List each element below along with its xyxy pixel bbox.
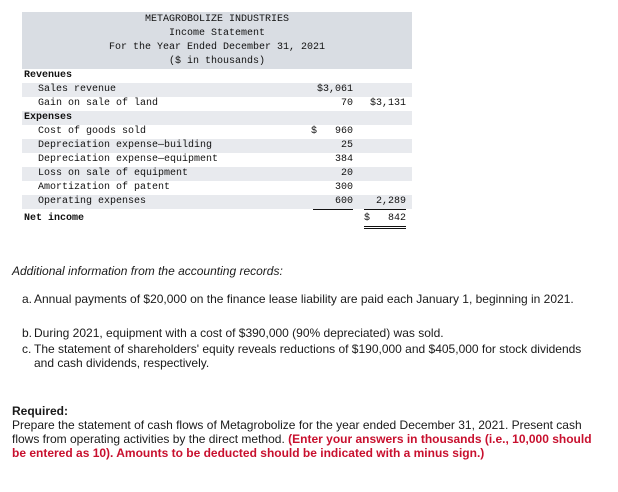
list-item (22, 326, 596, 340)
line-item-label: Depreciation expense—building (38, 140, 213, 151)
line-item-label: Sales revenue (38, 84, 117, 95)
line-item-total: $3,131 (369, 98, 406, 109)
table-row (22, 195, 412, 209)
revenues-heading: Revenues (24, 70, 73, 81)
line-item-amount: 384 (334, 154, 353, 165)
line-item-label: Operating expenses (38, 196, 147, 207)
required-title: Required: (12, 404, 69, 418)
required-body (12, 418, 608, 460)
list-marker: b. (22, 326, 33, 340)
list-item (22, 342, 596, 370)
line-item-label: Loss on sale of equipment (38, 168, 189, 179)
table-row (22, 97, 412, 111)
net-income-value: $ 842 (364, 212, 406, 229)
statement-title: Income Statement (168, 28, 265, 39)
line-item-amount: 20 (340, 168, 353, 179)
statement-period: For the Year Ended December 31, 2021 (108, 42, 326, 53)
table-row (22, 139, 412, 153)
table-row (22, 153, 412, 167)
additional-info-heading: Additional information from the accounting records: (12, 264, 283, 278)
statement-header (22, 12, 412, 69)
required-note: (Enter your answers in thousands (i.e., 10,000 should be entered as 10). Amounts to be deducted should be indicated with a minus sign.) (12, 432, 592, 460)
line-item-amount: 70 (313, 97, 353, 112)
line-item-amount: $ 960 (310, 126, 353, 137)
list-marker: c. (22, 342, 32, 356)
list-marker: a. (22, 292, 33, 306)
list-text: Annual payments of $20,000 on the finance lease liability are paid each January 1, beginning in 2021. (34, 292, 574, 306)
table-row (22, 83, 412, 97)
line-item-amount: 300 (334, 182, 353, 193)
list-text: The statement of shareholders' equity reveals reductions of $190,000 and $405,000 for stock dividends and cash dividends, respectively. (34, 342, 582, 370)
line-item-label: Depreciation expense—equipment (38, 154, 219, 165)
expenses-heading: Expenses (24, 112, 73, 123)
income-statement (22, 12, 412, 224)
line-item-label: Gain on sale of land (38, 98, 159, 109)
company-name: METAGROBOLIZE INDUSTRIES (144, 14, 290, 25)
line-item-label: Amortization of patent (38, 182, 171, 193)
table-row (22, 181, 412, 195)
net-income-label: Net income (24, 213, 85, 224)
line-item-amount: 600 (313, 195, 353, 210)
statement-units: ($ in thousands) (168, 56, 265, 67)
line-item-amount: 25 (340, 140, 353, 151)
required-section (12, 404, 608, 460)
list-item (22, 292, 596, 306)
list-text: During 2021, equipment with a cost of $390,000 (90% depreciated) was sold. (34, 326, 444, 340)
table-row (22, 167, 412, 181)
line-item-label: Cost of goods sold (38, 126, 147, 137)
revenues-heading-row (22, 69, 412, 83)
table-row (22, 125, 412, 139)
line-item-amount: $3,061 (316, 84, 353, 95)
expenses-heading-row (22, 111, 412, 125)
required-text: Prepare the statement of cash flows of Metagrobolize for the year ended December 31, 2021. Present cash flows from operating activities by the direct method. (12, 418, 582, 446)
line-item-total: 2,289 (364, 195, 406, 210)
net-income-row (22, 212, 412, 226)
